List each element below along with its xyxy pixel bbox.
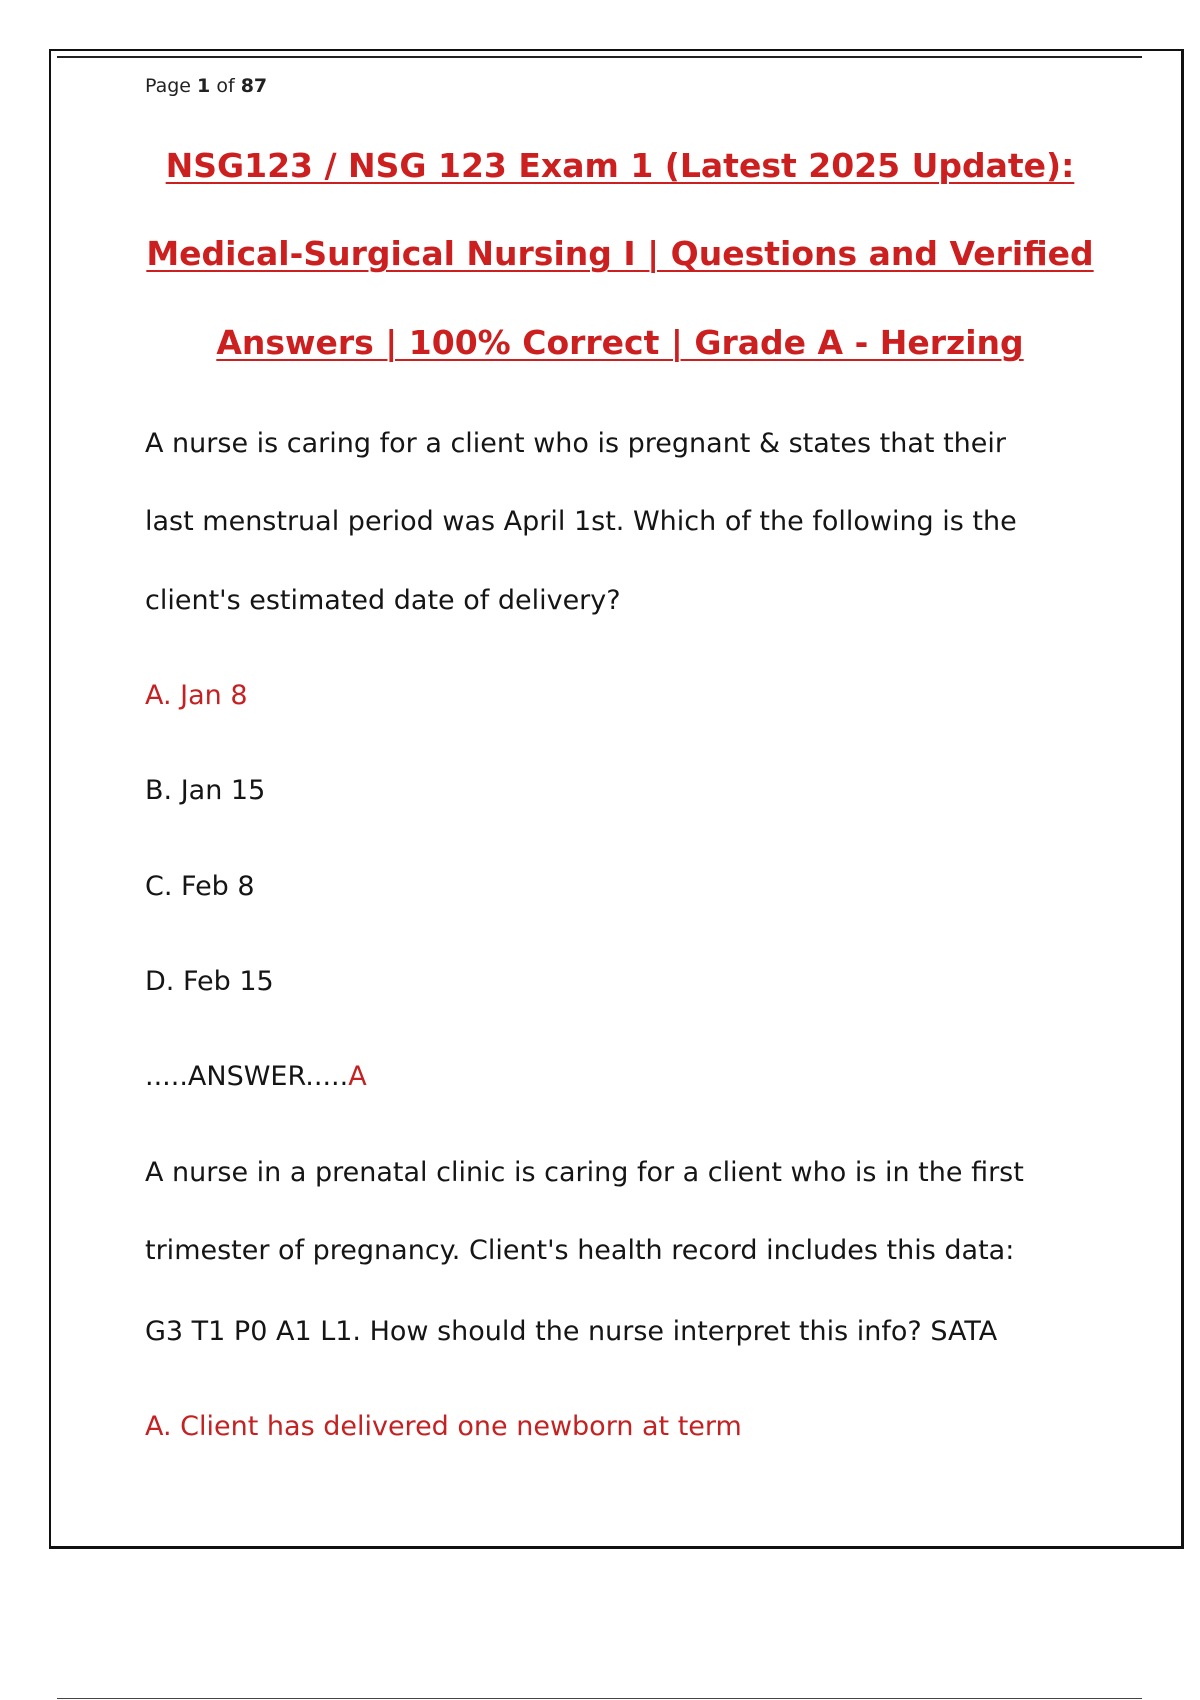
question-1-option-c: C. Feb 8 — [145, 871, 255, 902]
question-1-option-b: B. Jan 15 — [145, 775, 266, 806]
question-1-line-2: last menstrual period was April 1st. Which of the following is the — [145, 506, 1017, 537]
current-page-number: 1 — [197, 75, 211, 97]
question-2-line-2: trimester of pregnancy. Client's health record includes this data: — [145, 1235, 1015, 1266]
total-pages-number: 87 — [240, 75, 268, 97]
question-2-option-a: A. Client has delivered one newborn at term — [145, 1411, 742, 1442]
document-title-line-1: NSG123 / NSG 123 Exam 1 (Latest 2025 Update): — [165, 146, 1075, 185]
answer-letter: A — [348, 1061, 367, 1092]
page-of-label: of — [216, 75, 235, 97]
question-1-answer — [145, 1061, 367, 1092]
question-1-option-a: A. Jan 8 — [145, 680, 248, 711]
question-2-line-3: G3 T1 P0 A1 L1. How should the nurse interpret this info? SATA — [145, 1316, 998, 1347]
page-label: Page — [145, 75, 191, 97]
question-1-line-1: A nurse is caring for a client who is pregnant & states that their — [145, 428, 1006, 459]
answer-prefix: .....ANSWER..... — [145, 1061, 349, 1092]
question-1-option-d: D. Feb 15 — [145, 966, 274, 997]
page-indicator — [145, 75, 267, 97]
question-1-line-3: client's estimated date of delivery? — [145, 585, 621, 616]
next-page-top-rule — [57, 1698, 1142, 1699]
top-rule — [57, 56, 1142, 58]
document-title-line-3: Answers | 100% Correct | Grade A - Herzing — [216, 323, 1024, 362]
question-2-line-1: A nurse in a prenatal clinic is caring for a client who is in the first — [145, 1157, 1024, 1188]
document-title-line-2: Medical-Surgical Nursing I | Questions and Verified — [146, 234, 1094, 273]
